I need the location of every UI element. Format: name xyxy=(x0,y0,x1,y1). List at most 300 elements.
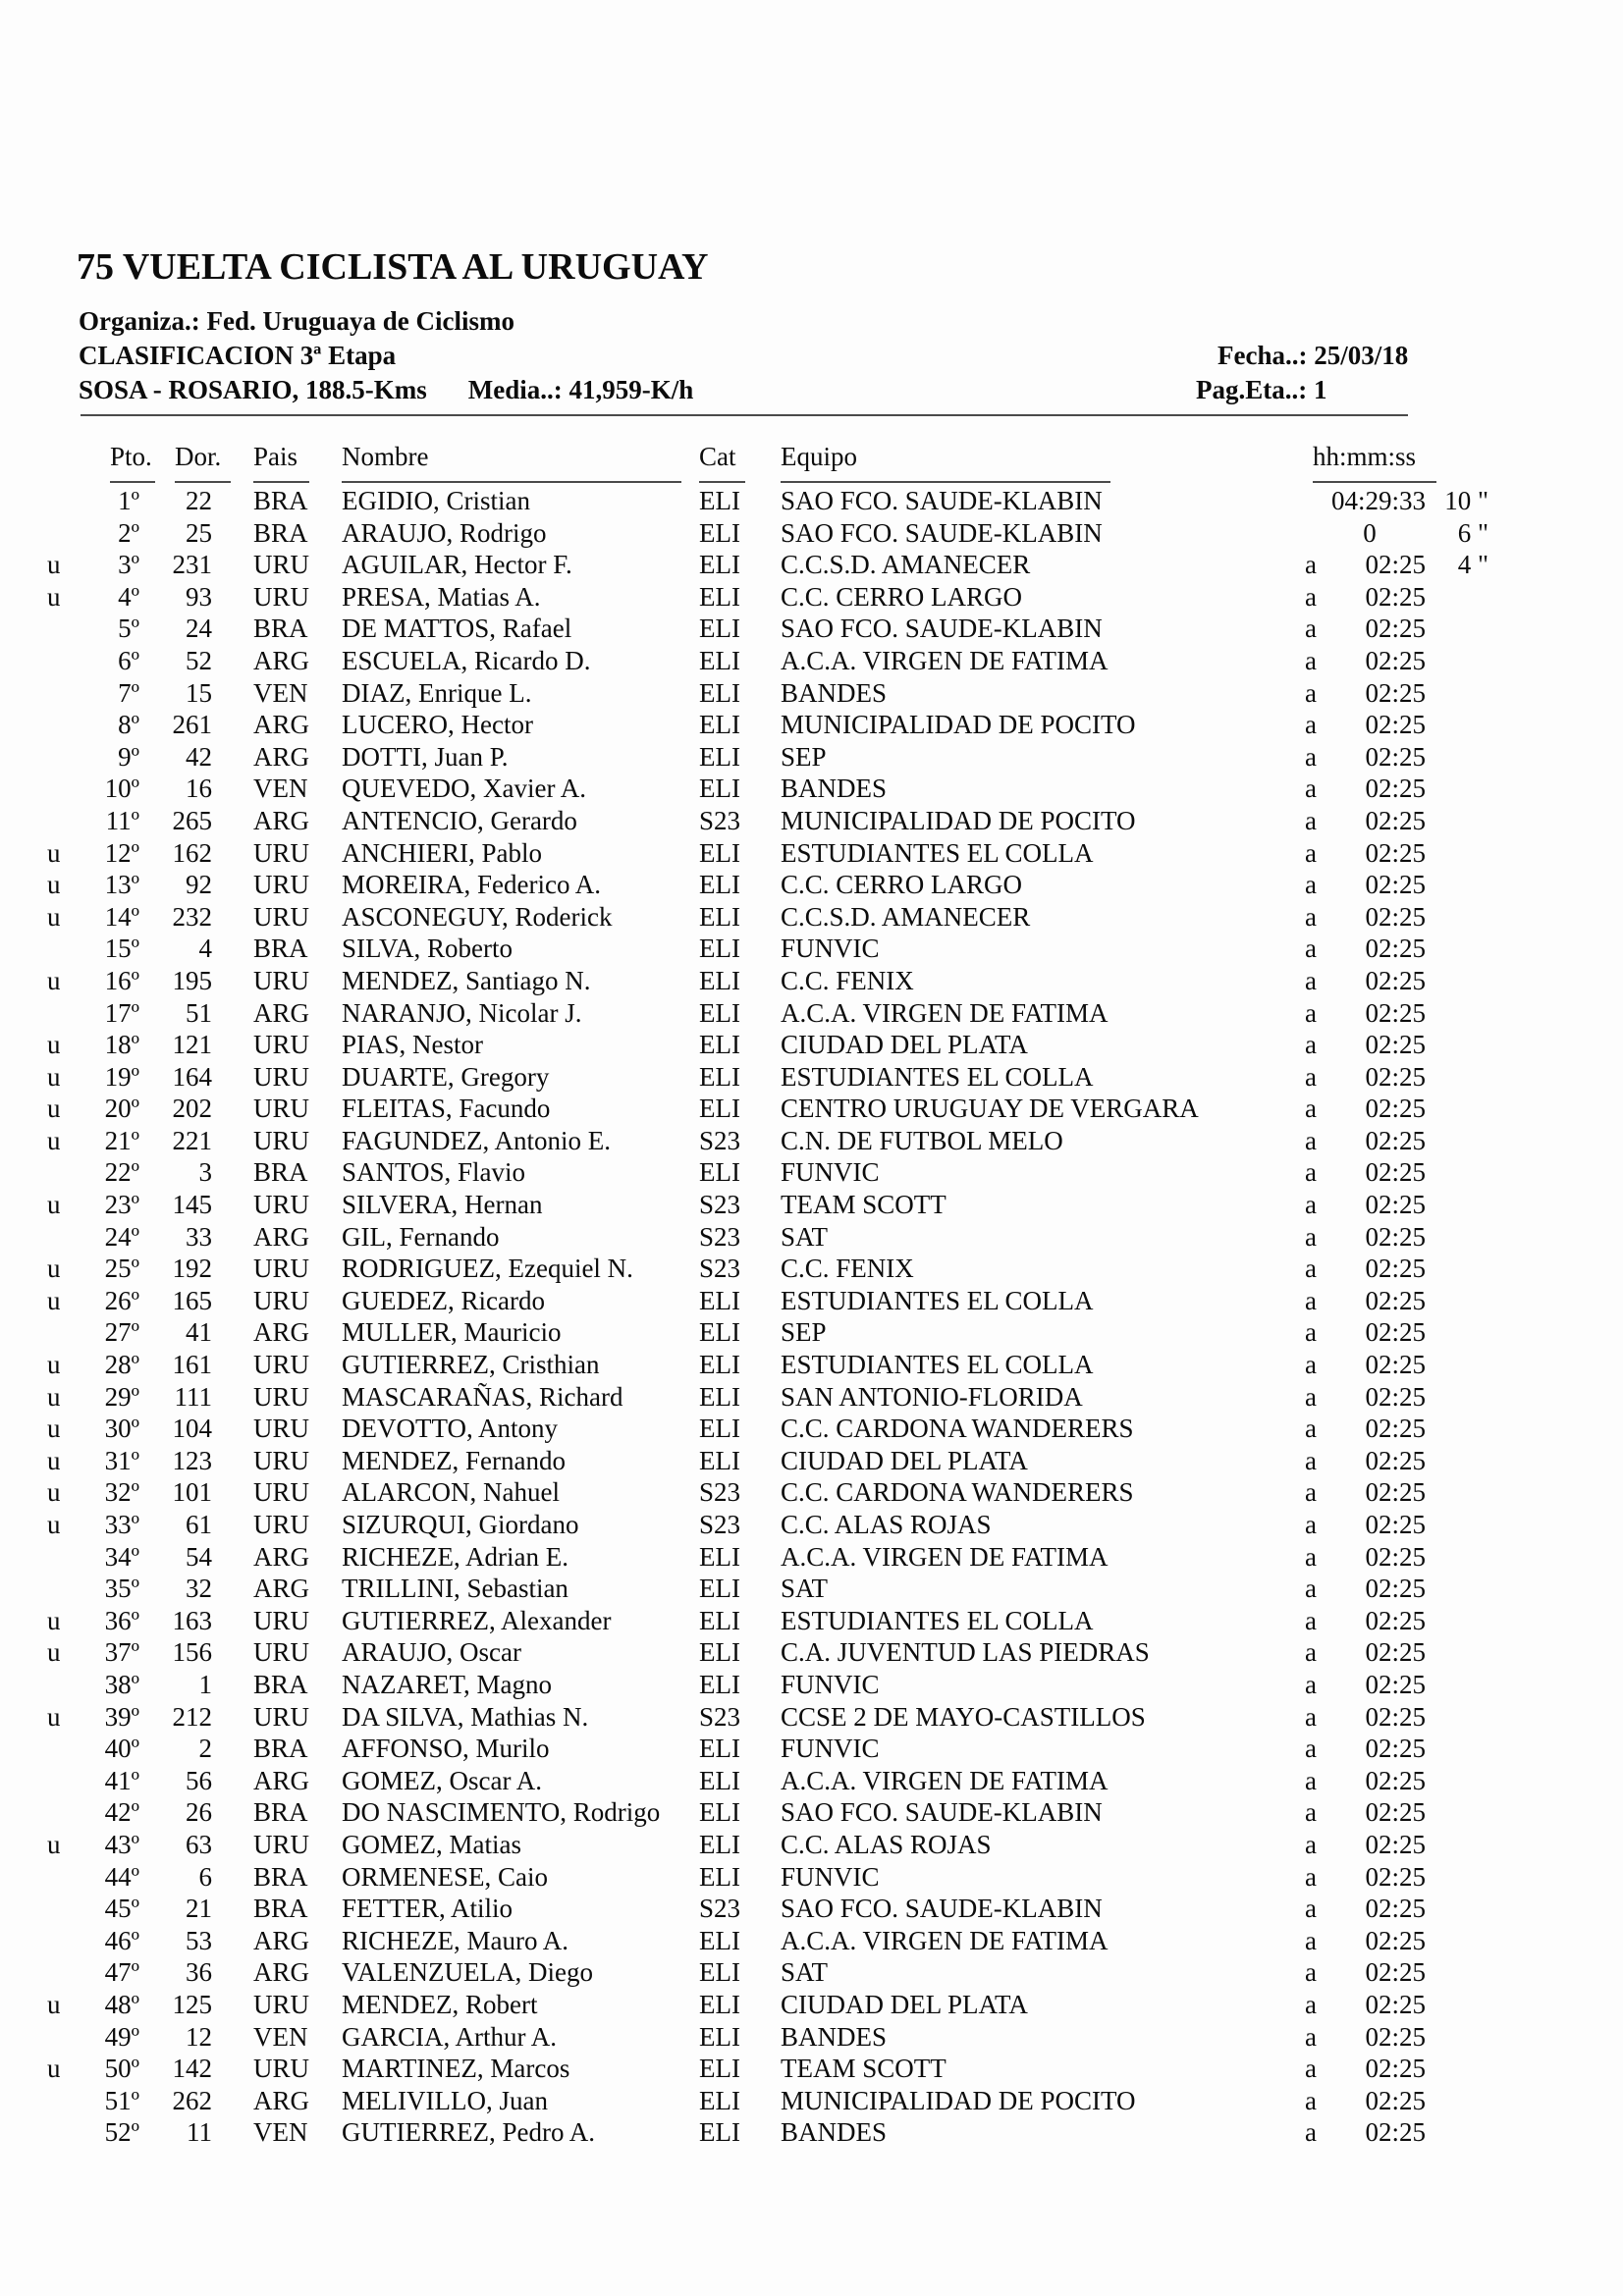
category-cell: ELI xyxy=(699,1734,740,1764)
category-cell: ELI xyxy=(699,870,740,900)
dorsal-cell: 93 xyxy=(186,581,212,612)
dorsal-cell: 56 xyxy=(186,1765,212,1795)
time-cell: 02:25 xyxy=(1365,1381,1426,1412)
table-row xyxy=(0,1253,1623,1285)
gap-a-cell: a xyxy=(1305,1734,1317,1764)
rider-name-cell: VALENZUELA, Diego xyxy=(342,1957,593,1988)
time-cell: 02:25 xyxy=(1365,805,1426,835)
table-row xyxy=(0,1829,1623,1861)
table-row xyxy=(0,1125,1623,1157)
table-row xyxy=(0,581,1623,614)
time-cell: 02:25 xyxy=(1365,1734,1426,1764)
team-cell: BANDES xyxy=(781,2021,888,2052)
time-cell: 02:25 xyxy=(1365,1221,1426,1252)
dorsal-cell: 202 xyxy=(172,1094,212,1124)
rider-name-cell: FAGUNDEZ, Antonio E. xyxy=(342,1125,611,1155)
time-cell: 02:25 xyxy=(1365,1574,1426,1604)
category-cell: ELI xyxy=(699,1541,740,1572)
dorsal-cell: 41 xyxy=(186,1317,212,1348)
rider-name-cell: ESCUELA, Ricardo D. xyxy=(342,645,591,675)
category-cell: ELI xyxy=(699,550,740,580)
country-cell: URU xyxy=(253,550,310,580)
position-cell: 2º xyxy=(118,517,139,548)
dorsal-cell: 54 xyxy=(186,1541,212,1572)
gap-a-cell: a xyxy=(1305,677,1317,708)
position-cell: 23º xyxy=(104,1190,139,1220)
team-cell: FUNVIC xyxy=(781,934,880,964)
position-cell: 4º xyxy=(118,581,139,612)
dorsal-cell: 32 xyxy=(186,1574,212,1604)
time-cell: 02:25 xyxy=(1365,1094,1426,1124)
table-row xyxy=(0,1221,1623,1254)
gap-a-cell: a xyxy=(1305,1957,1317,1988)
country-cell: VEN xyxy=(253,2117,308,2148)
gap-a-cell: a xyxy=(1305,965,1317,995)
country-cell: BRA xyxy=(253,1861,308,1892)
country-cell: URU xyxy=(253,1637,310,1668)
u-marker: u xyxy=(47,1637,61,1668)
u-marker: u xyxy=(47,1030,61,1060)
dorsal-cell: 92 xyxy=(186,870,212,900)
team-cell: FUNVIC xyxy=(781,1861,880,1892)
category-cell: ELI xyxy=(699,486,740,515)
column-header-dorsal: Dor. xyxy=(175,442,231,483)
table-row xyxy=(0,1316,1623,1349)
time-cell: 02:25 xyxy=(1365,2021,1426,2052)
u-marker: u xyxy=(47,1381,61,1412)
team-cell: MUNICIPALIDAD DE POCITO xyxy=(781,805,1136,835)
dorsal-cell: 52 xyxy=(186,645,212,675)
category-cell: S23 xyxy=(699,1125,741,1155)
gap-a-cell: a xyxy=(1305,901,1317,932)
table-row xyxy=(0,1765,1623,1797)
country-cell: URU xyxy=(253,1445,310,1475)
time-cell: 02:25 xyxy=(1365,1414,1426,1444)
rider-name-cell: AGUILAR, Hector F. xyxy=(342,550,572,580)
team-cell: A.C.A. VIRGEN DE FATIMA xyxy=(781,1765,1109,1795)
u-marker: u xyxy=(47,870,61,900)
country-cell: URU xyxy=(253,1605,310,1635)
bonus-cell: 6 " xyxy=(1457,517,1488,548)
category-cell: ELI xyxy=(699,1574,740,1604)
gap-a-cell: a xyxy=(1305,550,1317,580)
dorsal-cell: 25 xyxy=(186,517,212,548)
gap-a-cell: a xyxy=(1305,2085,1317,2115)
position-cell: 32º xyxy=(104,1477,139,1508)
dorsal-cell: 125 xyxy=(172,1989,212,2019)
position-cell: 20º xyxy=(104,1094,139,1124)
table-row xyxy=(0,1189,1623,1221)
category-cell: ELI xyxy=(699,1414,740,1444)
table-row xyxy=(0,773,1623,805)
time-cell: 02:25 xyxy=(1365,1350,1426,1380)
table-row xyxy=(0,1413,1623,1445)
gap-a-cell: a xyxy=(1305,1574,1317,1604)
category-cell: ELI xyxy=(699,645,740,675)
position-cell: 29º xyxy=(104,1381,139,1412)
team-cell: CIUDAD DEL PLATA xyxy=(781,1989,1028,2019)
table-row xyxy=(0,709,1623,741)
position-cell: 52º xyxy=(104,2117,139,2148)
time-cell: 02:25 xyxy=(1365,581,1426,612)
gap-a-cell: a xyxy=(1305,1190,1317,1220)
classification-title: CLASIFICACION 3ª Etapa xyxy=(79,341,397,370)
category-cell: ELI xyxy=(699,1157,740,1188)
table-row xyxy=(0,965,1623,997)
country-cell: BRA xyxy=(253,934,308,964)
u-marker: u xyxy=(47,1414,61,1444)
rider-name-cell: DEVOTTO, Antony xyxy=(342,1414,558,1444)
country-cell: VEN xyxy=(253,774,308,804)
category-cell: S23 xyxy=(699,1190,741,1220)
rider-name-cell: ALARCON, Nahuel xyxy=(342,1477,560,1508)
country-cell: URU xyxy=(253,965,310,995)
dorsal-cell: 261 xyxy=(172,710,212,740)
rider-name-cell: TRILLINI, Sebastian xyxy=(342,1574,568,1604)
dorsal-cell: 11 xyxy=(187,2117,212,2148)
gap-a-cell: a xyxy=(1305,870,1317,900)
position-cell: 38º xyxy=(104,1669,139,1699)
dorsal-cell: 212 xyxy=(172,1701,212,1732)
time-cell: 02:25 xyxy=(1365,710,1426,740)
dorsal-cell: 36 xyxy=(186,1957,212,1988)
category-cell: ELI xyxy=(699,1445,740,1475)
rider-name-cell: DA SILVA, Mathias N. xyxy=(342,1701,589,1732)
position-cell: 28º xyxy=(104,1350,139,1380)
team-cell: SAO FCO. SAUDE-KLABIN xyxy=(781,486,1103,515)
time-cell: 02:25 xyxy=(1365,1989,1426,2019)
rider-name-cell: DOTTI, Juan P. xyxy=(342,741,509,772)
rider-name-cell: NARANJO, Nicolar J. xyxy=(342,997,582,1028)
country-cell: URU xyxy=(253,1061,310,1092)
time-cell: 02:25 xyxy=(1365,997,1426,1028)
country-cell: ARG xyxy=(253,1957,310,1988)
category-cell: ELI xyxy=(699,1605,740,1635)
time-cell: 02:25 xyxy=(1365,1637,1426,1668)
position-cell: 22º xyxy=(104,1157,139,1188)
header-divider xyxy=(81,414,1408,416)
time-cell: 02:25 xyxy=(1365,837,1426,868)
rider-name-cell: MOREIRA, Federico A. xyxy=(342,870,601,900)
position-cell: 25º xyxy=(104,1254,139,1284)
team-cell: TEAM SCOTT xyxy=(781,1190,947,1220)
team-cell: SAT xyxy=(781,1574,829,1604)
u-marker: u xyxy=(47,901,61,932)
time-cell: 02:25 xyxy=(1365,2054,1426,2084)
time-cell: 02:25 xyxy=(1365,1510,1426,1539)
position-cell: 42º xyxy=(104,1797,139,1828)
rider-name-cell: ARAUJO, Oscar xyxy=(342,1637,521,1668)
dorsal-cell: 26 xyxy=(186,1797,212,1828)
team-cell: C.C. FENIX xyxy=(781,965,914,995)
time-cell: 02:25 xyxy=(1365,1925,1426,1955)
time-cell: 02:25 xyxy=(1365,1477,1426,1508)
u-marker: u xyxy=(47,1510,61,1539)
rider-name-cell: GUEDEZ, Ricardo xyxy=(342,1285,545,1315)
table-row xyxy=(0,677,1623,710)
position-cell: 9º xyxy=(118,741,139,772)
team-cell: ESTUDIANTES EL COLLA xyxy=(781,1285,1094,1315)
team-cell: C.C. CERRO LARGO xyxy=(781,581,1023,612)
rider-name-cell: RODRIGUEZ, Ezequiel N. xyxy=(342,1254,633,1284)
gap-a-cell: a xyxy=(1305,1797,1317,1828)
team-cell: CENTRO URUGUAY DE VERGARA xyxy=(781,1094,1199,1124)
time-cell: 02:25 xyxy=(1365,677,1426,708)
position-cell: 1º xyxy=(118,486,139,515)
gap-a-cell: a xyxy=(1305,1605,1317,1635)
u-marker: u xyxy=(47,1989,61,2019)
table-row xyxy=(0,869,1623,901)
position-cell: 44º xyxy=(104,1861,139,1892)
position-cell: 10º xyxy=(104,774,139,804)
table-row xyxy=(0,645,1623,677)
table-row xyxy=(0,1285,1623,1317)
dorsal-cell: 142 xyxy=(172,2054,212,2084)
team-cell: FUNVIC xyxy=(781,1734,880,1764)
category-cell: ELI xyxy=(699,1925,740,1955)
position-cell: 12º xyxy=(104,837,139,868)
table-row xyxy=(0,1349,1623,1381)
column-header-position: Pto. xyxy=(110,442,155,483)
position-cell: 21º xyxy=(104,1125,139,1155)
position-cell: 13º xyxy=(104,870,139,900)
time-cell: 02:25 xyxy=(1365,1190,1426,1220)
gap-a-cell: a xyxy=(1305,1125,1317,1155)
dorsal-cell: 21 xyxy=(186,1894,212,1924)
column-header-time: hh:mm:ss xyxy=(1313,442,1436,483)
table-row xyxy=(0,1029,1623,1061)
position-cell: 37º xyxy=(104,1637,139,1668)
team-cell: ESTUDIANTES EL COLLA xyxy=(781,1061,1094,1092)
rider-name-cell: GUTIERREZ, Pedro A. xyxy=(342,2117,595,2148)
position-cell: 48º xyxy=(104,1989,139,2019)
category-cell: ELI xyxy=(699,1030,740,1060)
position-cell: 43º xyxy=(104,1829,139,1859)
time-cell: 02:25 xyxy=(1365,550,1426,580)
country-cell: URU xyxy=(253,1285,310,1315)
dorsal-cell: 221 xyxy=(172,1125,212,1155)
position-cell: 47º xyxy=(104,1957,139,1988)
country-cell: URU xyxy=(253,1030,310,1060)
category-cell: ELI xyxy=(699,741,740,772)
country-cell: URU xyxy=(253,1125,310,1155)
position-cell: 35º xyxy=(104,1574,139,1604)
time-cell: 02:25 xyxy=(1365,1957,1426,1988)
category-cell: ELI xyxy=(699,1285,740,1315)
gap-a-cell: a xyxy=(1305,2117,1317,2148)
table-row xyxy=(0,1893,1623,1925)
u-marker: u xyxy=(47,1605,61,1635)
table-row xyxy=(0,613,1623,645)
rider-name-cell: GOMEZ, Oscar A. xyxy=(342,1765,542,1795)
table-row xyxy=(0,1861,1623,1894)
u-marker: u xyxy=(47,837,61,868)
dorsal-cell: 63 xyxy=(186,1829,212,1859)
category-cell: S23 xyxy=(699,1510,741,1539)
country-cell: BRA xyxy=(253,1894,308,1924)
table-row xyxy=(0,1156,1623,1189)
position-cell: 33º xyxy=(104,1510,139,1539)
table-row xyxy=(0,1925,1623,1957)
country-cell: URU xyxy=(253,901,310,932)
dorsal-cell: 121 xyxy=(172,1030,212,1060)
time-cell: 02:25 xyxy=(1365,2117,1426,2148)
country-cell: ARG xyxy=(253,2085,310,2115)
u-marker: u xyxy=(47,965,61,995)
country-cell: ARG xyxy=(253,805,310,835)
table-row xyxy=(0,1381,1623,1414)
position-cell: 39º xyxy=(104,1701,139,1732)
rider-name-cell: DUARTE, Gregory xyxy=(342,1061,550,1092)
rider-name-cell: MULLER, Mauricio xyxy=(342,1317,562,1348)
team-cell: C.C.S.D. AMANECER xyxy=(781,901,1031,932)
gap-a-cell: a xyxy=(1305,1861,1317,1892)
gap-a-cell: a xyxy=(1305,645,1317,675)
time-cell: 02:25 xyxy=(1365,645,1426,675)
position-cell: 41º xyxy=(104,1765,139,1795)
position-cell: 18º xyxy=(104,1030,139,1060)
gap-a-cell: a xyxy=(1305,2021,1317,2052)
position-cell: 46º xyxy=(104,1925,139,1955)
dorsal-cell: 161 xyxy=(172,1350,212,1380)
gap-a-cell: a xyxy=(1305,805,1317,835)
gap-a-cell: a xyxy=(1305,1829,1317,1859)
category-cell: ELI xyxy=(699,837,740,868)
team-cell: ESTUDIANTES EL COLLA xyxy=(781,1350,1094,1380)
time-cell: 02:25 xyxy=(1365,741,1426,772)
gap-a-cell: a xyxy=(1305,997,1317,1028)
table-row xyxy=(0,741,1623,774)
team-cell: SEP xyxy=(781,741,827,772)
position-cell: 15º xyxy=(104,934,139,964)
position-cell: 17º xyxy=(104,997,139,1028)
rider-name-cell: RICHEZE, Mauro A. xyxy=(342,1925,568,1955)
dorsal-cell: 3 xyxy=(198,1157,212,1188)
table-row xyxy=(0,1509,1623,1541)
rider-name-cell: GUTIERREZ, Cristhian xyxy=(342,1350,600,1380)
rider-name-cell: MENDEZ, Robert xyxy=(342,1989,538,2019)
table-row xyxy=(0,1573,1623,1605)
category-cell: ELI xyxy=(699,517,740,548)
time-cell: 02:25 xyxy=(1365,1285,1426,1315)
u-marker: u xyxy=(47,1445,61,1475)
table-row xyxy=(0,2116,1623,2149)
time-cell: 02:25 xyxy=(1365,934,1426,964)
time-cell: 02:25 xyxy=(1365,2085,1426,2115)
time-cell: 02:25 xyxy=(1365,901,1426,932)
u-marker: u xyxy=(47,1254,61,1284)
country-cell: URU xyxy=(253,1510,310,1539)
bonus-cell: 4 " xyxy=(1457,550,1488,580)
gap-a-cell: a xyxy=(1305,1094,1317,1124)
dorsal-cell: 111 xyxy=(174,1381,212,1412)
table-row xyxy=(0,1636,1623,1669)
position-cell: 8º xyxy=(118,710,139,740)
rider-name-cell: SANTOS, Flavio xyxy=(342,1157,526,1188)
table-row xyxy=(0,837,1623,870)
category-cell: ELI xyxy=(699,1989,740,2019)
rider-name-cell: SILVERA, Hernan xyxy=(342,1190,543,1220)
position-cell: 51º xyxy=(104,2085,139,2115)
column-header-category: Cat xyxy=(699,442,745,483)
dorsal-cell: 22 xyxy=(186,486,212,515)
table-row xyxy=(0,1669,1623,1701)
rider-name-cell: DIAZ, Enrique L. xyxy=(342,677,532,708)
team-cell: C.C. ALAS ROJAS xyxy=(781,1829,992,1859)
column-header-team: Equipo xyxy=(781,442,1110,483)
table-row xyxy=(0,2053,1623,2085)
time-cell: 02:25 xyxy=(1365,1861,1426,1892)
team-cell: C.A. JUVENTUD LAS PIEDRAS xyxy=(781,1637,1150,1668)
country-cell: ARG xyxy=(253,1765,310,1795)
table-row xyxy=(0,901,1623,934)
dorsal-cell: 192 xyxy=(172,1254,212,1284)
results-rows xyxy=(0,485,1623,2149)
country-cell: ARG xyxy=(253,741,310,772)
table-row xyxy=(0,1956,1623,1989)
country-cell: ARG xyxy=(253,1221,310,1252)
dorsal-cell: 195 xyxy=(172,965,212,995)
time-cell: 02:25 xyxy=(1365,1765,1426,1795)
country-cell: URU xyxy=(253,1989,310,2019)
team-cell: SAN ANTONIO-FLORIDA xyxy=(781,1381,1083,1412)
category-cell: ELI xyxy=(699,614,740,644)
country-cell: BRA xyxy=(253,1734,308,1764)
table-row xyxy=(0,485,1623,517)
time-cell: 02:25 xyxy=(1365,1701,1426,1732)
gap-a-cell: a xyxy=(1305,1894,1317,1924)
team-cell: MUNICIPALIDAD DE POCITO xyxy=(781,2085,1136,2115)
rider-name-cell: MASCARAÑAS, Richard xyxy=(342,1381,623,1412)
gap-a-cell: a xyxy=(1305,1317,1317,1348)
position-cell: 6º xyxy=(118,645,139,675)
category-cell: ELI xyxy=(699,1957,740,1988)
time-cell: 02:25 xyxy=(1365,1030,1426,1060)
rider-name-cell: SILVA, Roberto xyxy=(342,934,514,964)
dorsal-cell: 104 xyxy=(172,1414,212,1444)
rider-name-cell: ANTENCIO, Gerardo xyxy=(342,805,577,835)
dorsal-cell: 156 xyxy=(172,1637,212,1668)
gap-a-cell: a xyxy=(1305,1030,1317,1060)
gap-a-cell: a xyxy=(1305,1477,1317,1508)
time-cell: 02:25 xyxy=(1365,774,1426,804)
position-cell: 26º xyxy=(104,1285,139,1315)
team-cell: A.C.A. VIRGEN DE FATIMA xyxy=(781,997,1109,1028)
position-cell: 27º xyxy=(104,1317,139,1348)
time-cell: 02:25 xyxy=(1365,965,1426,995)
category-cell: ELI xyxy=(699,1669,740,1699)
gap-a-cell: a xyxy=(1305,741,1317,772)
gap-a-cell: a xyxy=(1305,934,1317,964)
country-cell: URU xyxy=(253,581,310,612)
team-cell: BANDES xyxy=(781,677,888,708)
u-marker: u xyxy=(47,1094,61,1124)
gap-a-cell: a xyxy=(1305,1925,1317,1955)
rider-name-cell: GOMEZ, Matias xyxy=(342,1829,521,1859)
rider-name-cell: ORMENESE, Caio xyxy=(342,1861,549,1892)
country-cell: BRA xyxy=(253,614,308,644)
u-marker: u xyxy=(47,1061,61,1092)
country-cell: URU xyxy=(253,1701,310,1732)
team-cell: C.C. FENIX xyxy=(781,1254,914,1284)
stage-route-line xyxy=(79,375,693,405)
category-cell: S23 xyxy=(699,1254,741,1284)
country-cell: VEN xyxy=(253,677,308,708)
u-marker: u xyxy=(47,581,61,612)
dorsal-cell: 165 xyxy=(172,1285,212,1315)
dorsal-cell: 61 xyxy=(186,1510,212,1539)
rider-name-cell: ARAUJO, Rodrigo xyxy=(342,517,547,548)
